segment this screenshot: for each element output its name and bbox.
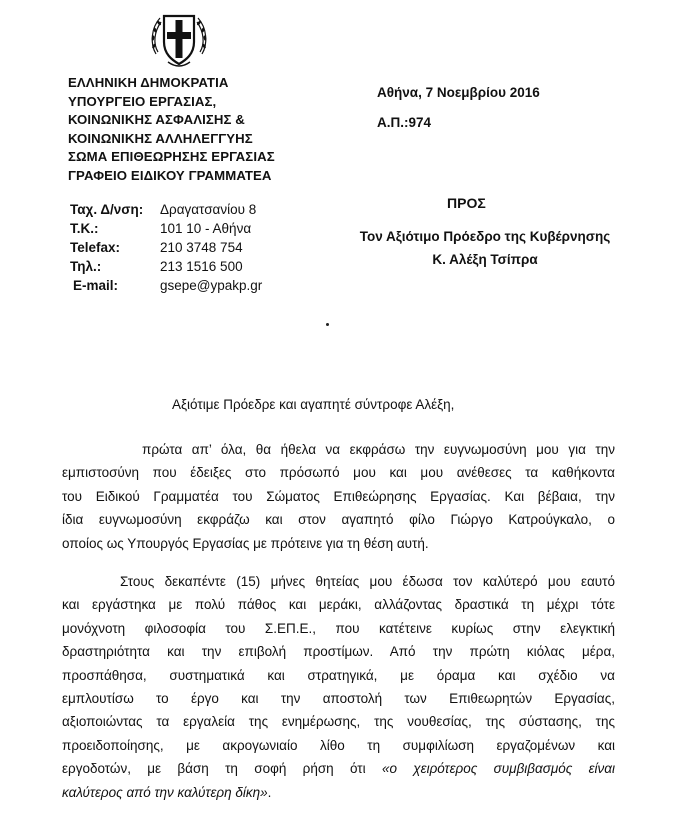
contact-value: Δραγατσανίου 8 bbox=[160, 202, 257, 217]
contact-row-telefax bbox=[70, 238, 262, 257]
greek-state-emblem bbox=[148, 8, 210, 72]
recipient-line: Τον Αξιότιμο Πρόεδρο της Κυβέρνησης bbox=[359, 229, 611, 244]
closing-punctuation: . bbox=[267, 784, 272, 800]
contact-label: Τηλ.: bbox=[70, 259, 102, 274]
quote-text: καλύτερος από την καλύτερη δίκη» bbox=[62, 784, 268, 800]
contact-row-email bbox=[70, 276, 262, 295]
contact-label: Τ.Κ.: bbox=[70, 221, 99, 236]
contact-row-postcode bbox=[70, 219, 262, 238]
contact-value: 213 1516 500 bbox=[160, 259, 243, 274]
protocol-number: 974 bbox=[408, 115, 432, 130]
contact-value: gsepe@ypakp.gr bbox=[160, 278, 263, 293]
paragraph-line bbox=[62, 781, 615, 804]
org-line: ΥΠΟΥΡΓΕΙΟ ΕΡΓΑΣΙΑΣ, bbox=[68, 93, 217, 109]
paragraph-line: εμπλουτίσω το έργο και την αποστολή των Επιθεωρητών Εργασίας, bbox=[62, 691, 615, 707]
paragraph-line: Στους δεκαπέντε (15) μήνες θητείας μου έδωσα τον καλύτερό μου εαυτό bbox=[120, 574, 615, 589]
paragraph-line: ίδια ευγνωμοσύνη εκφράζω και στον αγαπητό φίλο Γιώργο Κατρούγκαλο, ο bbox=[62, 512, 615, 528]
date-line: Αθήνα, 7 Νοεμβρίου 2016 bbox=[377, 85, 540, 100]
date-protocol-block bbox=[377, 78, 540, 138]
salutation: Αξιότιμε Πρόεδρε και αγαπητέ σύντροφε Αλέξη, bbox=[172, 397, 455, 412]
paragraph-line: προειδοποίησης, με ακρογωνιαίο λίθο τη συμφιλίωση εργαζομένων και bbox=[62, 737, 615, 753]
recipient-title: ΠΡΟΣ bbox=[447, 195, 486, 211]
contact-label: Telefax: bbox=[70, 240, 121, 255]
org-line: ΚΟΙΝΩΝΙΚΗΣ ΑΣΦΑΛΙΣΗΣ & bbox=[68, 112, 245, 128]
paragraph-line: οποίος ως Υπουργός Εργασίας με πρότεινε για τη θέση αυτή. bbox=[62, 535, 429, 551]
protocol-label: Α.Π.: bbox=[377, 115, 409, 130]
contact-value: 101 10 - Αθήνα bbox=[160, 221, 252, 236]
contact-label: E-mail: bbox=[73, 278, 119, 293]
org-line: ΣΩΜΑ ΕΠΙΘΕΩΡΗΣΗΣ ΕΡΓΑΣΙΑΣ bbox=[68, 149, 275, 165]
letter-paragraph-2 bbox=[62, 570, 615, 804]
contact-row-phone bbox=[70, 257, 262, 276]
paragraph-line: μονόχνοτη φιλοσοφία του Σ.ΕΠ.Ε., που κατέτεινε κυρίως στην ελεγκτική bbox=[62, 620, 615, 636]
recipient-block bbox=[340, 225, 630, 271]
contact-row-address bbox=[70, 200, 262, 219]
stray-dot bbox=[326, 323, 329, 326]
paragraph-line: αξιοποιώντας τα εργαλεία της ενημέρωσης, της νουθεσίας, της σύστασης, της bbox=[62, 714, 615, 730]
org-line: ΕΛΛΗΝΙΚΗ ΔΗΜΟΚΡΑΤΙΑ bbox=[68, 75, 229, 90]
org-line: ΚΟΙΝΩΝΙΚΗΣ ΑΛΛΗΛΕΓΓΥΗΣ bbox=[68, 130, 253, 146]
protocol-line bbox=[377, 108, 540, 138]
contact-block bbox=[70, 200, 262, 295]
paragraph-line: δραστηριότητα και την επιβολή προστίμων. Από την πρώτη κιόλας μέρα, bbox=[62, 644, 615, 660]
paragraph-line: προσπάθησα, συστηματικά και στρατηγικά, με όραμα και σχέδιο να bbox=[62, 667, 615, 683]
paragraph-line-with-quote bbox=[62, 757, 615, 780]
paragraph-line: του Ειδικού Γραμματέα του Σώματος Επιθεώρησης Εργασίας. Και βέβαια, την bbox=[62, 488, 615, 504]
paragraph-line: εμπιστοσύνη που έδειξες στο πρόσωπό μου και μου ανέθεσες τα καθήκοντα bbox=[62, 465, 615, 481]
organization-header bbox=[68, 74, 275, 186]
letter-paragraph-1 bbox=[62, 438, 615, 555]
contact-value: 210 3748 754 bbox=[160, 240, 243, 255]
org-line: ΓΡΑΦΕΙΟ ΕΙΔΙΚΟΥ ΓΡΑΜΜΑΤΕΑ bbox=[68, 167, 272, 183]
paragraph-text: εργοδοτών, με βάση τη σοφή ρήση ότι bbox=[62, 761, 382, 777]
paragraph-line: και εργάστηκα με πολύ πάθος και μεράκι, αλλάζοντας δραστικά τη μέχρι τότε bbox=[62, 597, 615, 613]
recipient-name: Κ. Αλέξη Τσίπρα bbox=[432, 252, 538, 267]
paragraph-line: πρώτα απ’ όλα, θα ήθελα να εκφράσω την ευγνωμοσύνη μου για την bbox=[142, 442, 615, 457]
quote-text: «ο χειρότερος συμβιβασμός είναι bbox=[381, 761, 615, 777]
contact-label: Ταχ. Δ/νση: bbox=[70, 202, 144, 217]
